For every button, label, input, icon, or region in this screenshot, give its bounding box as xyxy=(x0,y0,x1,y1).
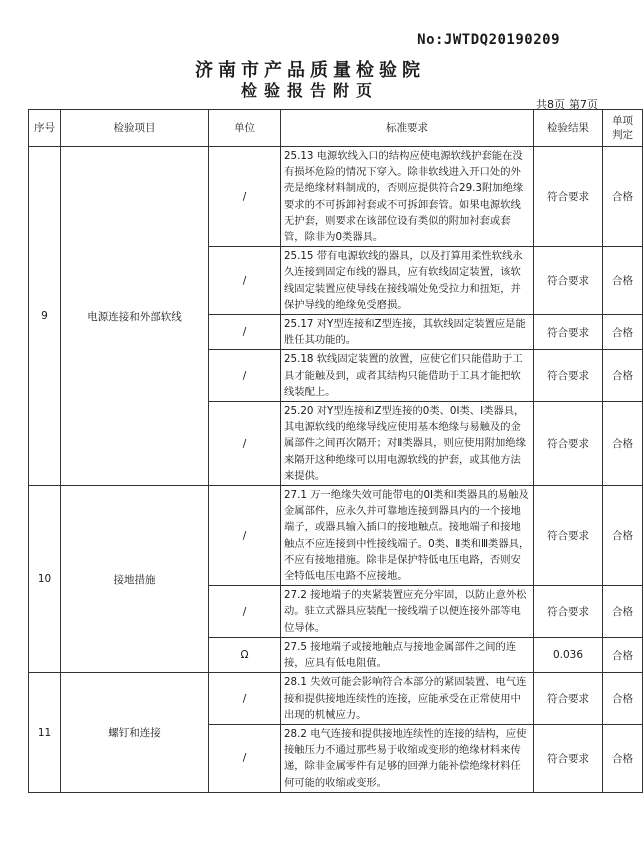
col-header-no: 序号 xyxy=(29,110,61,147)
verdict-cell: 合格 xyxy=(603,724,643,792)
unit-cell: / xyxy=(209,486,281,586)
verdict-cell: 合格 xyxy=(603,637,643,672)
requirement-cell: 25.20 对Y型连接和Z型连接的0类、0Ⅰ类、Ⅰ类器具，其电源软线的绝缘导线应使用基本绝缘与易触及的金属部件之间再次隔开；对Ⅱ类器具，则应使用附加绝缘来隔开这种绝缘可以用电源软线的护套，或其他方法来提供。 xyxy=(281,402,534,486)
result-cell: 符合要求 xyxy=(534,350,603,402)
table-row xyxy=(29,147,643,247)
group-number: 10 xyxy=(29,486,61,673)
result-cell: 符合要求 xyxy=(534,724,603,792)
unit-cell: / xyxy=(209,350,281,402)
verdict-cell: 合格 xyxy=(603,350,643,402)
requirement-cell: 27.2 接地端子的夹紧装置应充分牢固，以防止意外松动。驻立式器具应装配一接线端子以便连接外部等电位导体。 xyxy=(281,586,534,638)
unit-cell: / xyxy=(209,147,281,247)
col-header-item: 检验项目 xyxy=(61,110,209,147)
table-header-row xyxy=(29,110,643,147)
table-row xyxy=(29,486,643,586)
result-cell: 符合要求 xyxy=(534,402,603,486)
col-header-unit: 单位 xyxy=(209,110,281,147)
requirement-cell: 28.1 失效可能会影响符合本部分的紧固装置、电气连接和提供接地连续性的连接，应能承受在正常使用中出现的机械应力。 xyxy=(281,673,534,725)
report-number: No:JWTDQ20190209 xyxy=(417,32,560,48)
requirement-cell: 25.15 带有电源软线的器具，以及打算用柔性软线永久连接到固定布线的器具，应有软线固定装置，该软线固定装置应使导线在接线端处免受拉力和扭矩，并保护导线的绝缘免受磨损。 xyxy=(281,247,534,315)
requirement-cell: 27.1 万一绝缘失效可能带电的0Ⅰ类和Ⅰ类器具的易触及金属部件，应永久并可靠地连接到器具内的一个接地端子，或器具输入插口的接地触点。接地端子和接地触点不应连接到中性接线端子。0类、Ⅱ类和Ⅲ类器具，不应有接地措施。除非是保护特低电压电路，否则安全特低电压电路不应接地。 xyxy=(281,486,534,586)
table-row xyxy=(29,673,643,725)
result-cell: 符合要求 xyxy=(534,586,603,638)
result-cell: 符合要求 xyxy=(534,673,603,725)
col-header-verdict: 单项 判定 xyxy=(603,110,643,147)
unit-cell: Ω xyxy=(209,637,281,672)
verdict-cell: 合格 xyxy=(603,147,643,247)
requirement-cell: 28.2 电气连接和提供接地连续性的连接的结构，应使接触压力不通过那些易于收缩或变形的绝缘材料来传递，除非金属零件有足够的回弹力能补偿绝缘材料任何可能的收缩或变形。 xyxy=(281,724,534,792)
col-header-result: 检验结果 xyxy=(534,110,603,147)
total-pages: 共8页 xyxy=(536,98,565,111)
result-cell: 符合要求 xyxy=(534,247,603,315)
verdict-cell: 合格 xyxy=(603,586,643,638)
result-cell: 符合要求 xyxy=(534,315,603,350)
result-cell: 符合要求 xyxy=(534,486,603,586)
unit-cell: / xyxy=(209,673,281,725)
result-cell: 0.036 xyxy=(534,637,603,672)
group-item: 接地措施 xyxy=(61,486,209,673)
group-number: 9 xyxy=(29,147,61,486)
unit-cell: / xyxy=(209,315,281,350)
unit-cell: / xyxy=(209,247,281,315)
requirement-cell: 27.5 接地端子或接地触点与接地金属部件之间的连接，应具有低电阻值。 xyxy=(281,637,534,672)
verdict-cell: 合格 xyxy=(603,247,643,315)
group-item: 螺钉和连接 xyxy=(61,673,209,792)
current-page: 第7页 xyxy=(569,98,598,111)
group-item: 电源连接和外部软线 xyxy=(61,147,209,486)
verdict-cell: 合格 xyxy=(603,402,643,486)
verdict-cell: 合格 xyxy=(603,486,643,586)
group-number: 11 xyxy=(29,673,61,792)
institution-title: 济南市产品质量检验院 xyxy=(195,60,425,81)
report-subtitle: 检验报告附页 xyxy=(240,81,379,100)
verdict-cell: 合格 xyxy=(603,315,643,350)
requirement-cell: 25.13 电源软线入口的结构应使电源软线护套能在没有损坏危险的情况下穿入。除非软线进入开口处的外壳是绝缘材料制成的，否则应提供符合29.3附加绝缘要求的不可拆卸衬套或不可拆卸套管。如果电源软线无护套，则要求在该部位设有类似的附加衬套或套管，除非为0类器具。 xyxy=(281,147,534,247)
unit-cell: / xyxy=(209,586,281,638)
unit-cell: / xyxy=(209,724,281,792)
result-cell: 符合要求 xyxy=(534,147,603,247)
inspection-table xyxy=(28,109,643,793)
requirement-cell: 25.17 对Y型连接和Z型连接，其软线固定装置应是能胜任其功能的。 xyxy=(281,315,534,350)
requirement-cell: 25.18 软线固定装置的放置，应使它们只能借助于工具才能触及到，或者其结构只能借助于工具才能把软线装配上。 xyxy=(281,350,534,402)
verdict-cell: 合格 xyxy=(603,673,643,725)
col-header-requirement: 标准要求 xyxy=(281,110,534,147)
unit-cell: / xyxy=(209,402,281,486)
